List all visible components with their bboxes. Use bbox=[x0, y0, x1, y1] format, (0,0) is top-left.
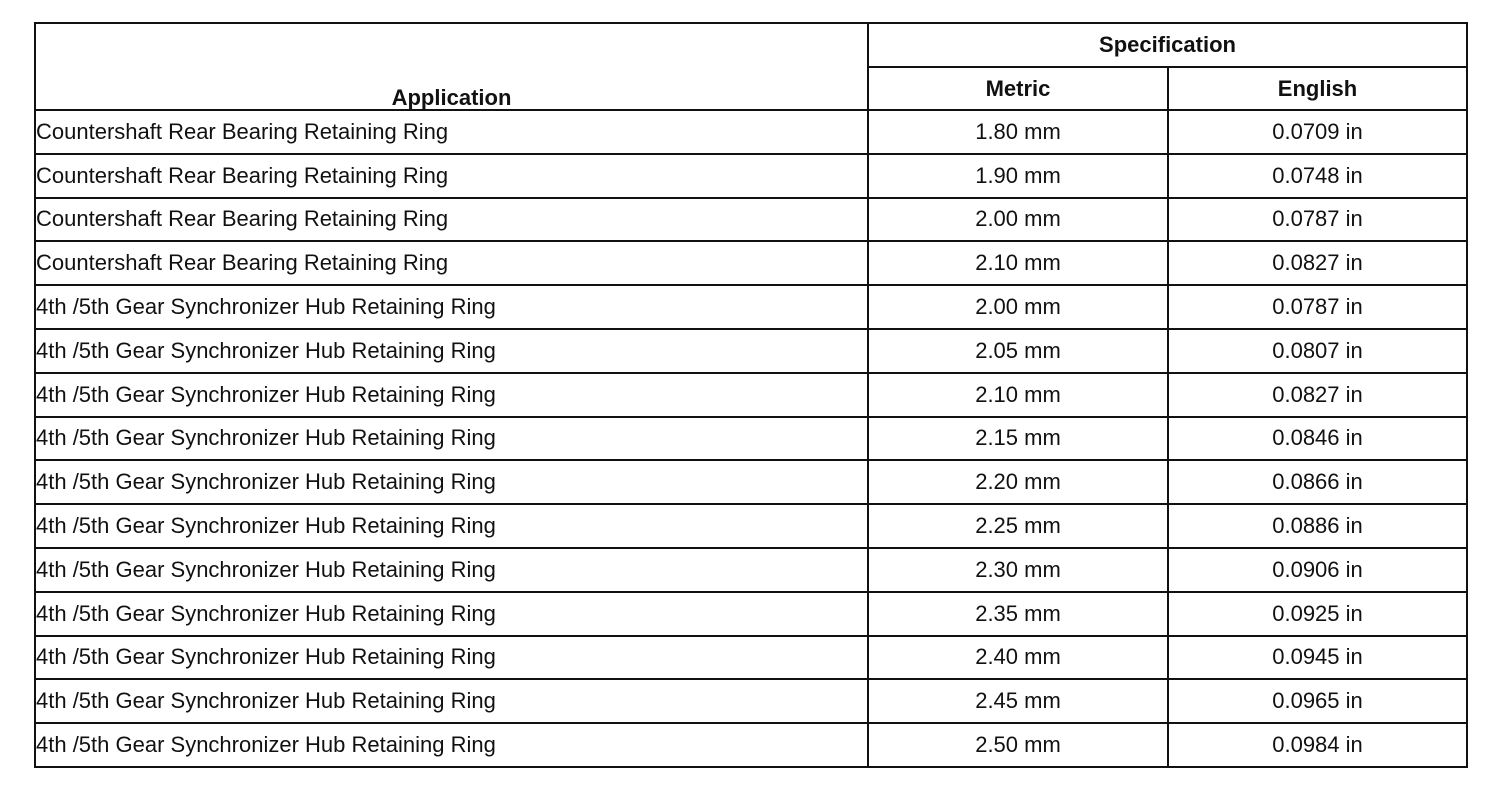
metric-cell: 2.15 mm bbox=[868, 417, 1168, 461]
application-cell: Countershaft Rear Bearing Retaining Ring bbox=[35, 154, 868, 198]
table-row bbox=[35, 504, 1467, 548]
table-row bbox=[35, 241, 1467, 285]
application-cell: Countershaft Rear Bearing Retaining Ring bbox=[35, 241, 868, 285]
metric-cell: 2.30 mm bbox=[868, 548, 1168, 592]
application-cell: 4th /5th Gear Synchronizer Hub Retaining Ring bbox=[35, 460, 868, 504]
table-row bbox=[35, 373, 1467, 417]
english-cell: 0.0906 in bbox=[1168, 548, 1467, 592]
application-cell: 4th /5th Gear Synchronizer Hub Retaining Ring bbox=[35, 329, 868, 373]
application-cell: 4th /5th Gear Synchronizer Hub Retaining Ring bbox=[35, 417, 868, 461]
metric-cell: 2.35 mm bbox=[868, 592, 1168, 636]
application-header: Application bbox=[35, 23, 868, 110]
english-header: English bbox=[1168, 67, 1467, 110]
specification-header: Specification bbox=[868, 23, 1467, 67]
table-row bbox=[35, 679, 1467, 723]
english-cell: 0.0787 in bbox=[1168, 285, 1467, 329]
english-cell: 0.0866 in bbox=[1168, 460, 1467, 504]
metric-cell: 2.45 mm bbox=[868, 679, 1168, 723]
application-cell: 4th /5th Gear Synchronizer Hub Retaining Ring bbox=[35, 636, 868, 680]
application-cell: Countershaft Rear Bearing Retaining Ring bbox=[35, 198, 868, 242]
table-header bbox=[35, 23, 1467, 110]
application-cell: 4th /5th Gear Synchronizer Hub Retaining Ring bbox=[35, 504, 868, 548]
english-cell: 0.0945 in bbox=[1168, 636, 1467, 680]
metric-cell: 2.00 mm bbox=[868, 198, 1168, 242]
english-cell: 0.0787 in bbox=[1168, 198, 1467, 242]
english-cell: 0.0807 in bbox=[1168, 329, 1467, 373]
table-row bbox=[35, 460, 1467, 504]
english-cell: 0.0925 in bbox=[1168, 592, 1467, 636]
metric-cell: 2.10 mm bbox=[868, 241, 1168, 285]
table-row bbox=[35, 198, 1467, 242]
specification-table bbox=[34, 22, 1468, 768]
table-row bbox=[35, 285, 1467, 329]
table-row bbox=[35, 636, 1467, 680]
metric-cell: 2.05 mm bbox=[868, 329, 1168, 373]
application-cell: 4th /5th Gear Synchronizer Hub Retaining Ring bbox=[35, 679, 868, 723]
application-cell: 4th /5th Gear Synchronizer Hub Retaining Ring bbox=[35, 723, 868, 767]
table-row bbox=[35, 329, 1467, 373]
table-row bbox=[35, 154, 1467, 198]
english-cell: 0.0984 in bbox=[1168, 723, 1467, 767]
table-row bbox=[35, 417, 1467, 461]
table-row bbox=[35, 723, 1467, 767]
english-cell: 0.0827 in bbox=[1168, 241, 1467, 285]
table-row bbox=[35, 110, 1467, 154]
metric-header: Metric bbox=[868, 67, 1168, 110]
table-body bbox=[35, 110, 1467, 767]
english-cell: 0.0748 in bbox=[1168, 154, 1467, 198]
metric-cell: 2.50 mm bbox=[868, 723, 1168, 767]
english-cell: 0.0886 in bbox=[1168, 504, 1467, 548]
metric-cell: 2.40 mm bbox=[868, 636, 1168, 680]
metric-cell: 2.20 mm bbox=[868, 460, 1168, 504]
application-cell: 4th /5th Gear Synchronizer Hub Retaining Ring bbox=[35, 373, 868, 417]
application-cell: 4th /5th Gear Synchronizer Hub Retaining Ring bbox=[35, 285, 868, 329]
table-row bbox=[35, 592, 1467, 636]
metric-cell: 1.90 mm bbox=[868, 154, 1168, 198]
metric-cell: 2.25 mm bbox=[868, 504, 1168, 548]
table-row bbox=[35, 548, 1467, 592]
english-cell: 0.0965 in bbox=[1168, 679, 1467, 723]
english-cell: 0.0709 in bbox=[1168, 110, 1467, 154]
english-cell: 0.0846 in bbox=[1168, 417, 1467, 461]
application-cell: 4th /5th Gear Synchronizer Hub Retaining Ring bbox=[35, 548, 868, 592]
application-cell: 4th /5th Gear Synchronizer Hub Retaining Ring bbox=[35, 592, 868, 636]
header-row bbox=[35, 23, 1467, 67]
metric-cell: 2.00 mm bbox=[868, 285, 1168, 329]
metric-cell: 2.10 mm bbox=[868, 373, 1168, 417]
application-cell: Countershaft Rear Bearing Retaining Ring bbox=[35, 110, 868, 154]
english-cell: 0.0827 in bbox=[1168, 373, 1467, 417]
metric-cell: 1.80 mm bbox=[868, 110, 1168, 154]
